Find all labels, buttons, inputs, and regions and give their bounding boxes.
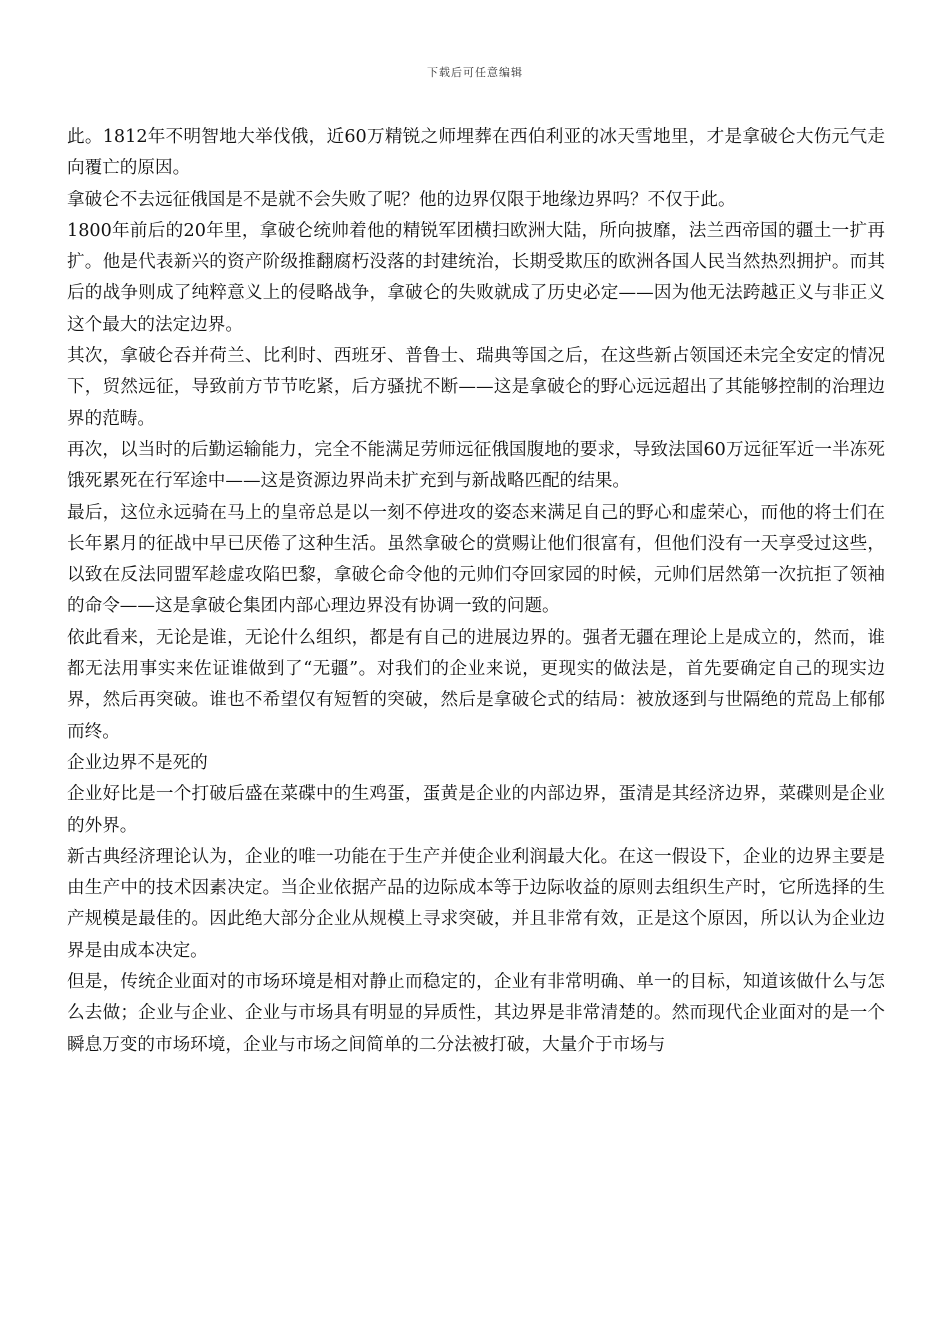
paragraph-3: 1800年前后的20年里，拿破仑统帅着他的精锐军团横扫欧洲大陆，所向披靡，法兰西帝国的疆土一扩再扩。他是代表新兴的资产阶级推翻腐朽没落的封建统治，长期受欺压的欧洲各国人民当然热烈拥护。而其后的战争则成了纯粹意义上的侵略战争，拿破仑的失败就成了历史必定——因为他无法跨越正义与非正义这个最大的法定边界。 bbox=[67, 220, 885, 335]
paragraph-4: 其次，拿破仑吞并荷兰、比利时、西班牙、普鲁士、瑞典等国之后，在这些新占领国还未完全安定的情况下，贸然远征，导致前方节节吃紧，后方骚扰不断——这是拿破仑的野心远远超出了其能够控制的治理边界的范畴。 bbox=[67, 346, 885, 429]
section-heading: 企业边界不是死的 bbox=[67, 752, 208, 773]
paragraph-1: 此。1812年不明智地大举伐俄，近60万精锐之师埋葬在西伯利亚的冰天雪地里，才是拿破仑大伤元气走向覆亡的原因。 bbox=[67, 127, 885, 179]
paragraph-2: 拿破仑不去远征俄国是不是就不会失败了呢？他的边界仅限于地缘边界吗？不仅于此。 bbox=[67, 189, 736, 210]
paragraph-9: 企业好比是一个打破后盛在菜碟中的生鸡蛋，蛋黄是企业的内部边界，蛋清是其经济边界，菜碟则是企业的外界。 bbox=[67, 784, 885, 836]
paragraph-10: 新古典经济理论认为，企业的唯一功能在于生产并使企业利润最大化。在这一假设下，企业的边界主要是由生产中的技术因素决定。当企业依据产品的边际成本等于边际收益的原则去组织生产时，它所选择的生产规模是最佳的。因此绝大部分企业从规模上寻求突破，并且非常有效，正是这个原因，所以认为企业边界是由成本决定。 bbox=[67, 846, 885, 961]
paragraph-6: 最后，这位永远骑在马上的皇帝总是以一刻不停进攻的姿态来满足自己的野心和虚荣心，而他的将士们在长年累月的征战中早已厌倦了这种生活。虽然拿破仑的赏赐让他们很富有，但他们没有一天享受过这些，以致在反法同盟军趁虚攻陷巴黎，拿破仑命令他的元帅们夺回家园的时候，元帅们居然第一次抗拒了领袖的命令——这是拿破仑集团内部心理边界没有协调一致的问题。 bbox=[67, 502, 885, 617]
document-body bbox=[67, 122, 885, 1061]
paragraph-7: 依此看来，无论是谁，无论什么组织，都是有自己的进展边界的。强者无疆在理论上是成立的，然而，谁都无法用事实来佐证谁做到了“无疆”。对我们的企业来说，更现实的做法是，首先要确定自己的现实边界，然后再突破。谁也不希望仅有短暂的突破，然后是拿破仑式的结局：被放逐到与世隔绝的荒岛上郁郁而终。 bbox=[67, 627, 885, 742]
paragraph-11: 但是，传统企业面对的市场环境是相对静止而稳定的，企业有非常明确、单一的目标，知道该做什么与怎么去做；企业与企业、企业与市场具有明显的异质性，其边界是非常清楚的。然而现代企业面对的是一个瞬息万变的市场环境，企业与市场之间简单的二分法被打破，大量介于市场与 bbox=[67, 972, 885, 1055]
page-header: 下载后可任意编辑 bbox=[427, 66, 523, 79]
paragraph-5: 再次，以当时的后勤运输能力，完全不能满足劳师远征俄国腹地的要求，导致法国60万远征军近一半冻死饿死累死在行军途中——这是资源边界尚未扩充到与新战略匹配的结果。 bbox=[67, 439, 885, 492]
